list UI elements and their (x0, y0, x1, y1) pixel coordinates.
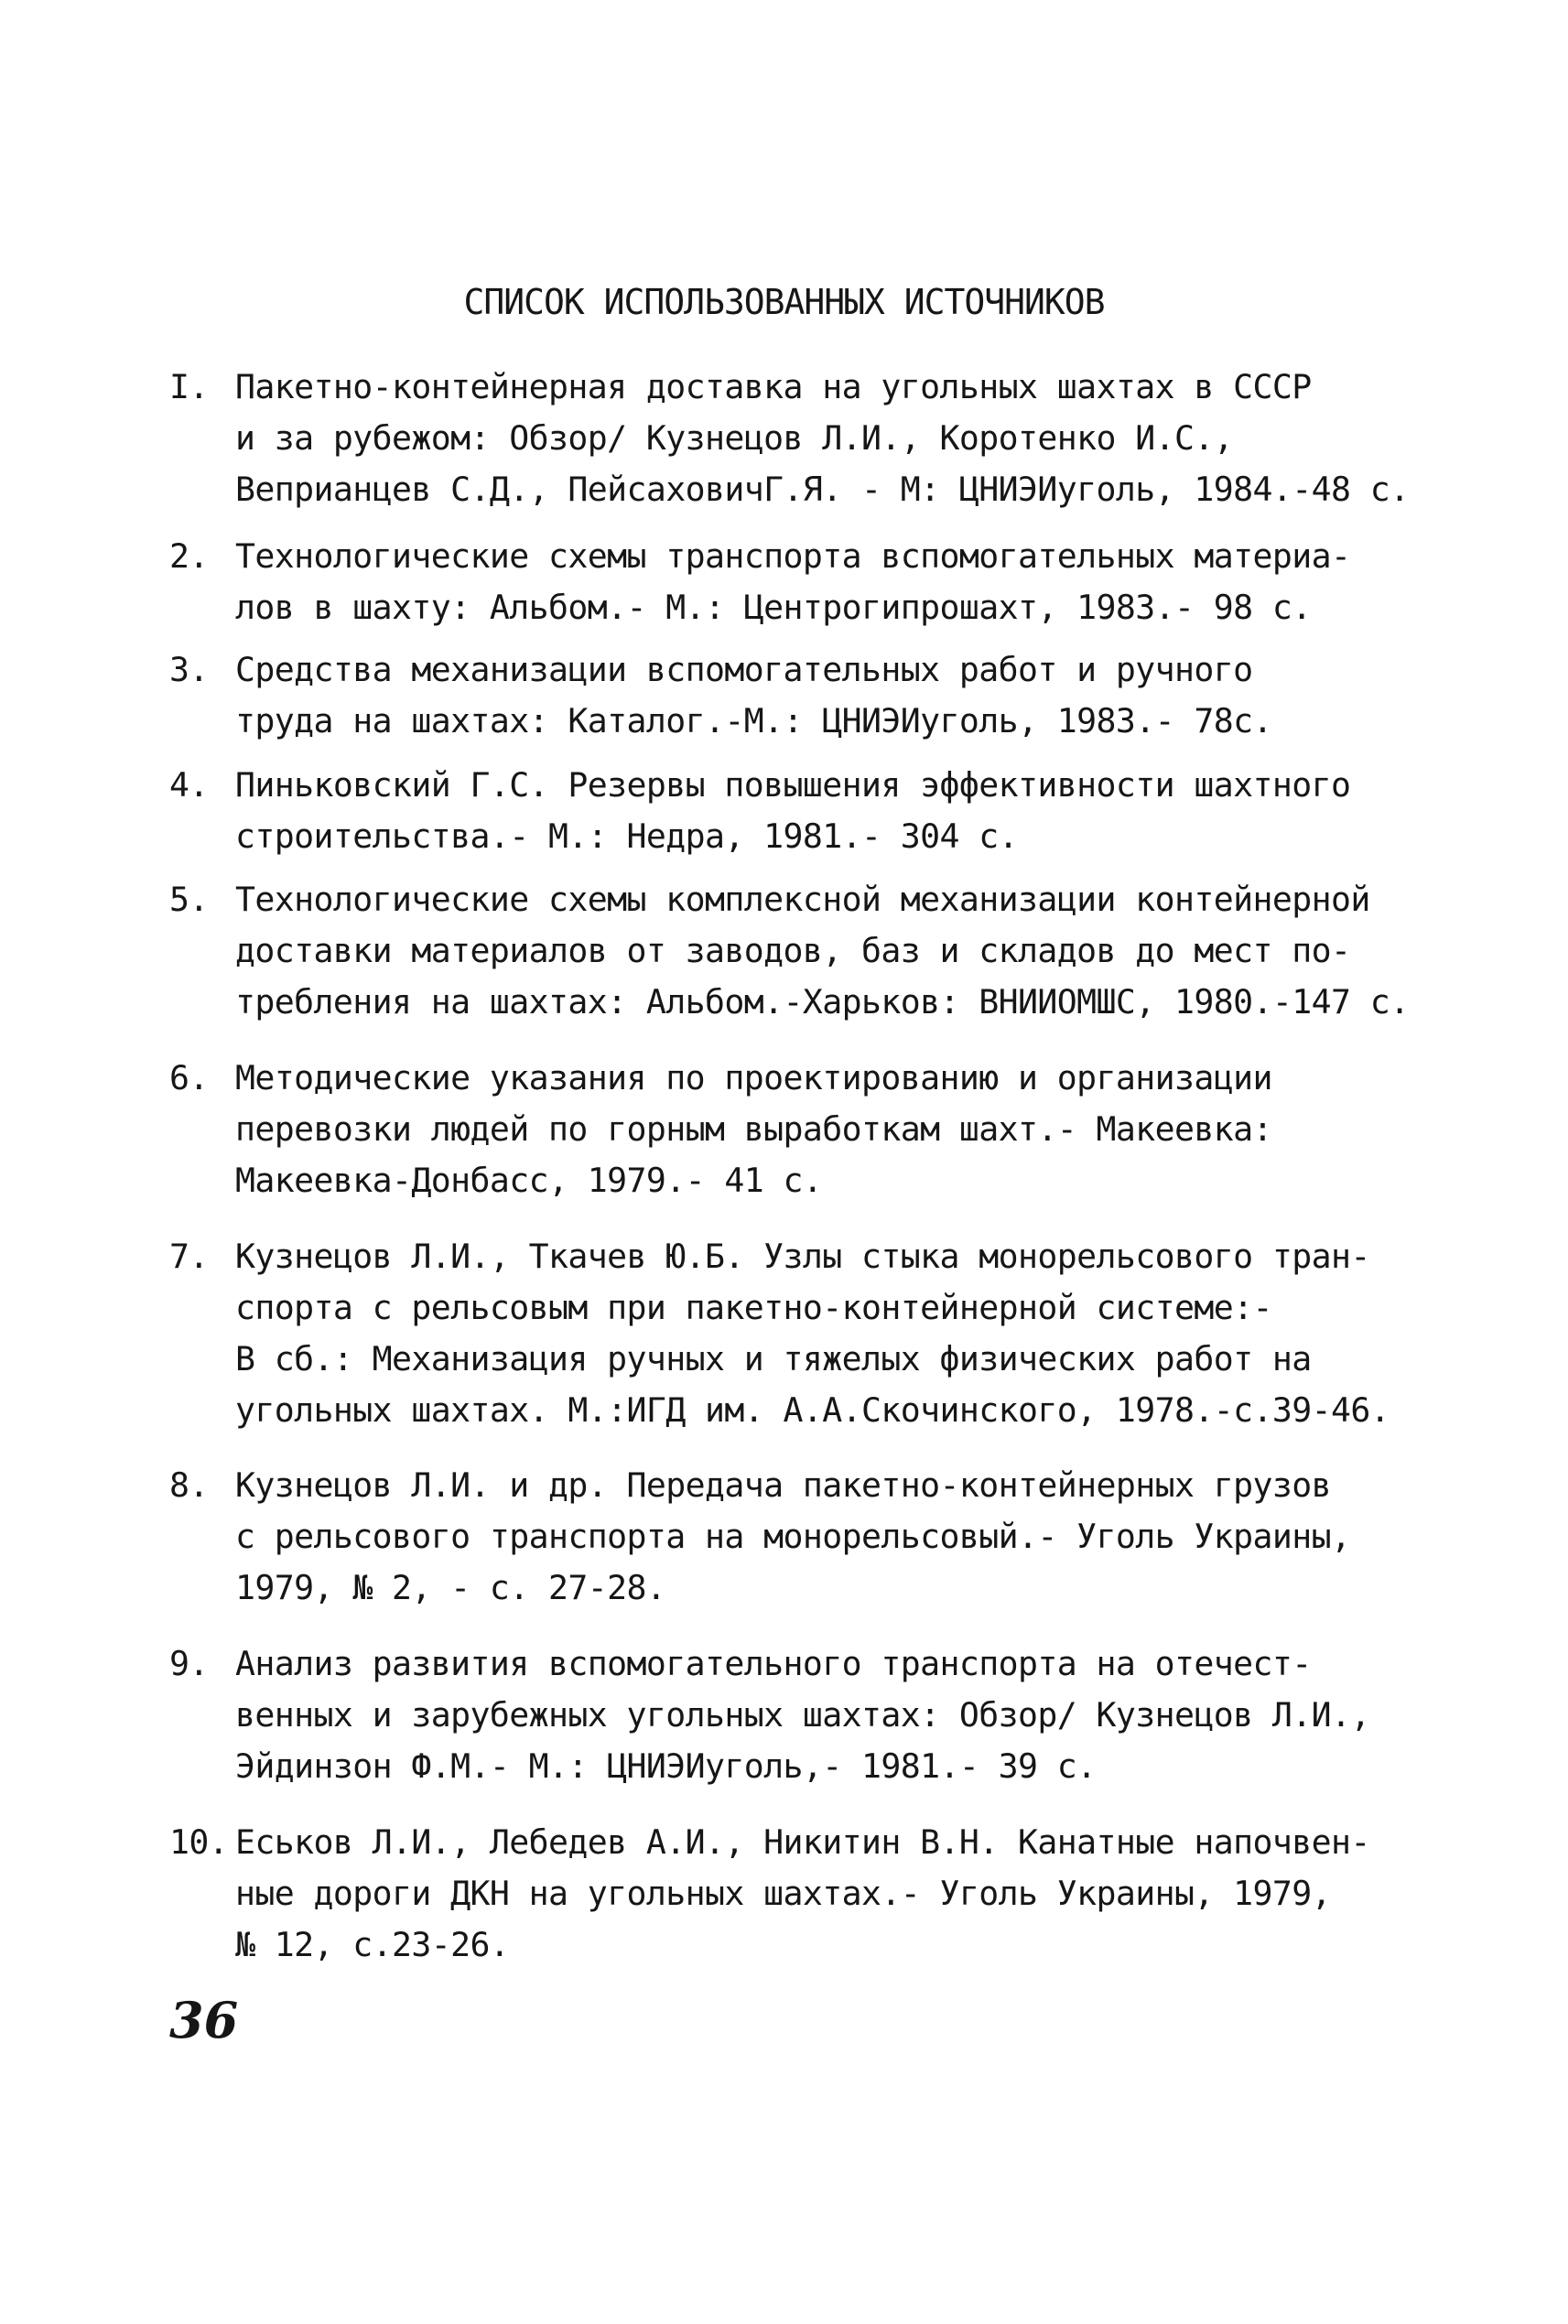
reference-line: труда на шахтах: Каталог.-М.: ЦНИЭИуголь, 1983.- 78с. (235, 701, 1272, 740)
reference-line: строительства.- М.: Недра, 1981.- 304 с. (235, 816, 1018, 856)
page-number: 36 (169, 1991, 239, 2049)
reference-number: 7. (169, 1237, 209, 1276)
reference-line: требления на шахтах: Альбом.-Харьков: ВНИИОМШС, 1980.-147 с. (235, 982, 1410, 1021)
reference-line: Технологические схемы комплексной механизации контейнерной (235, 880, 1370, 919)
reference-line: Пиньковский Г.С. Резервы повышения эффективности шахтного (235, 765, 1351, 805)
reference-number: 4. (169, 765, 209, 805)
reference-line: Еськов Л.И., Лебедев А.И., Никитин В.Н. Канатные напочвен- (235, 1822, 1370, 1862)
reference-number: 10. (169, 1822, 229, 1862)
reference-line: № 12, с.23-26. (235, 1925, 510, 1964)
reference-line: лов в шахту: Альбом.- М.: Центрогипрошахт, 1983.- 98 с. (235, 588, 1312, 627)
reference-number: I. (169, 367, 209, 406)
page-title: СПИСОК ИСПОЛЬЗОВАННЫХ ИСТОЧНИКОВ (463, 282, 1105, 322)
reference-line: В сб.: Механизация ручных и тяжелых физических работ на (235, 1339, 1312, 1378)
reference-line: перевозки людей по горным выработкам шахт.- Макеевка: (235, 1109, 1272, 1149)
reference-line: Средства механизации вспомогательных работ и ручного (235, 650, 1253, 689)
reference-line: ные дороги ДКН на угольных шахтах.- Уголь Украины, 1979, (235, 1874, 1331, 1913)
reference-number: 8. (169, 1465, 209, 1505)
reference-number: 3. (169, 650, 209, 689)
reference-number: 9. (169, 1644, 209, 1683)
reference-line: Эйдинзон Ф.М.- М.: ЦНИЭИуголь,- 1981.- 39 с. (235, 1746, 1097, 1786)
reference-line: Кузнецов Л.И. и др. Передача пакетно-контейнерных грузов (235, 1465, 1331, 1505)
reference-line: доставки материалов от заводов, баз и складов до мест по- (235, 931, 1351, 970)
reference-line: Кузнецов Л.И., Ткачев Ю.Б. Узлы стыка монорельсового тран- (235, 1237, 1370, 1276)
reference-line: с рельсового транспорта на монорельсовый.- Уголь Украины, (235, 1517, 1351, 1556)
reference-line: 1979, № 2, - с. 27-28. (235, 1568, 666, 1607)
reference-line: Анализ развития вспомогательного транспорта на отечест- (235, 1644, 1312, 1683)
reference-number: 2. (169, 536, 209, 576)
reference-line: Методические указания по проектированию и организации (235, 1058, 1272, 1097)
reference-number: 6. (169, 1058, 209, 1097)
reference-line: венных и зарубежных угольных шахтах: Обзор/ Кузнецов Л.И., (235, 1695, 1370, 1735)
reference-line: Макеевка-Донбасс, 1979.- 41 с. (235, 1161, 823, 1200)
reference-line: Технологические схемы транспорта вспомогательных материа- (235, 536, 1351, 576)
reference-line: Веприанцев С.Д., ПейсаховичГ.Я. - М: ЦНИЭИуголь, 1984.-48 с. (235, 470, 1410, 509)
reference-line: угольных шахтах. М.:ИГД им. А.А.Скочинского, 1978.-с.39-46. (235, 1390, 1390, 1430)
reference-line: Пакетно-контейнерная доставка на угольных шахтах в СССР (235, 367, 1312, 406)
reference-line: спорта с рельсовым при пакетно-контейнерной системе:- (235, 1288, 1272, 1327)
reference-number: 5. (169, 880, 209, 919)
reference-line: и за рубежом: Обзор/ Кузнецов Л.И., Коротенко И.С., (235, 418, 1234, 458)
